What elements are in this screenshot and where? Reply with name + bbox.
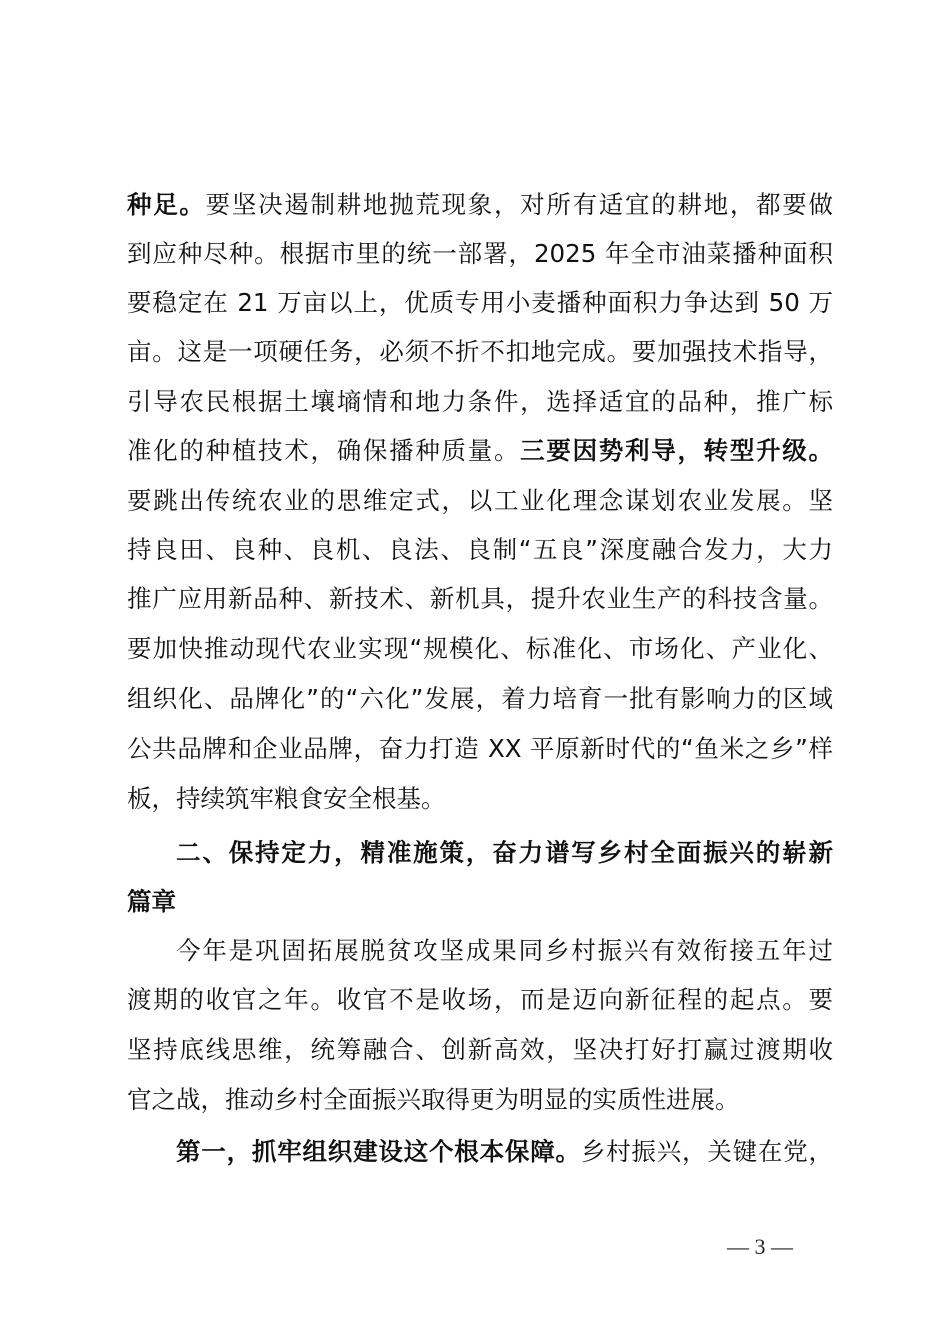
body-line-11 [127,682,833,716]
body-line-7 [127,484,833,518]
text-run: 板，持续筑牢粮食安全根基。 [127,784,446,813]
body-line-3 [127,286,833,320]
body-line-9 [127,582,833,616]
text-run: 今年是巩固拓展脱贫攻坚成果同乡村振兴有效衔接五年过 [176,936,833,965]
page-number: — 3 — [727,1234,793,1259]
text-run: 持良田、良种、良机、良法、良制“五良”深度融合发力，大力 [127,535,833,564]
text-run: 官之战，推动乡村全面振兴取得更为明显的实质性进展。 [127,1085,740,1114]
body-line-4 [127,335,833,369]
body-line-16 [176,934,833,968]
section-heading-cont [127,885,833,919]
body-line-18 [127,1033,833,1067]
body-line-10 [127,632,833,666]
body-line-20 [176,1135,833,1169]
bold-run: 第一，抓牢组织建设这个根本保障。 [176,1137,581,1166]
section-heading [176,836,833,870]
text-run: 要加快推动现代农业实现“规模化、标准化、市场化、产业化、 [127,634,833,663]
text-run: 渡期的收官之年。收官不是收场，而是迈向新征程的起点。要 [127,985,833,1014]
heading-text: 二、保持定力，精准施策，奋力谱写乡村全面振兴的崭新 [176,838,833,867]
text-run: 要跳出传统农业的思维定式，以工业化理念谋划农业发展。坚 [127,486,833,515]
text-run: 亩。这是一项硬任务，必须不折不扣地完成。要加强技术指导， [127,337,833,366]
heading-text: 篇章 [127,887,176,916]
text-run: 乡村振兴，关键在党， [580,1137,834,1166]
body-line-2 [127,237,833,271]
body-line-17 [127,983,833,1017]
body-line-13 [127,782,833,816]
text-run: 引导农民根据土壤墒情和地力条件，选择适宜的品种，推广标 [127,387,833,416]
text-run: 推广应用新品种、新技术、新机具，提升农业生产的科技含量。 [127,584,833,613]
body-line-6 [127,434,833,468]
text-run: 组织化、品牌化”的“六化”发展，着力培育一批有影响力的区域 [127,684,833,713]
text-run: 要坚决遏制耕地抛荒现象，对所有适宜的耕地，都要做 [205,190,834,219]
text-run: 要稳定在 21 万亩以上，优质专用小麦播种面积力争达到 50 万 [127,288,833,317]
body-line-1 [127,188,833,222]
body-line-8 [127,533,833,567]
text-run: 到应种尽种。根据市里的统一部署，2025 年全市油菜播种面积 [127,239,833,268]
text-run: 准化的种植技术，确保播种质量。 [127,436,521,465]
bold-run: 三要因势利导，转型升级。 [520,436,833,465]
text-run: 坚持底线思维，统筹融合、创新高效，坚决打好打赢过渡期收 [127,1035,833,1064]
body-line-19 [127,1083,833,1117]
body-line-5 [127,385,833,419]
body-line-12 [127,732,833,766]
bold-run: 种足。 [127,190,206,219]
text-run: 公共品牌和企业品牌，奋力打造 XX 平原新时代的“鱼米之乡”样 [127,734,833,763]
